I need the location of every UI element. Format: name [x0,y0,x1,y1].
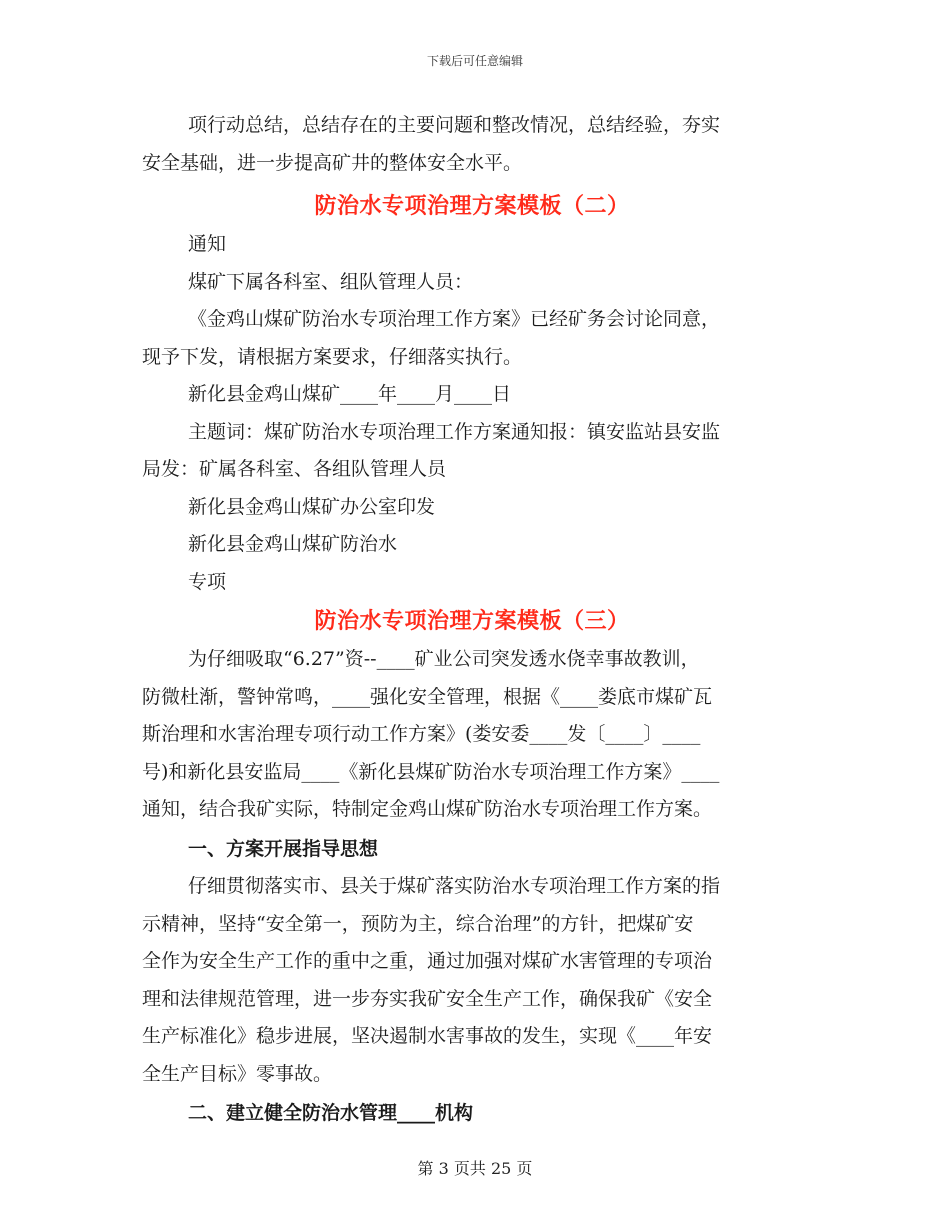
subject-line: 主题词：煤矿防治水专项治理工作方案通知报：镇安监站县安监 [188,420,721,443]
paragraph-line: 《金鸡山煤矿防治水专项治理工作方案》已经矿务会讨论同意， [188,308,721,330]
paragraph-line: 全作为安全生产工作的重中之重，通过加强对煤矿水害管理的专项治 [142,950,713,972]
section-title-2: 防治水专项治理方案模板（二） [314,193,630,219]
unit-line: 专项 [188,570,227,593]
section-title-3: 防治水专项治理方案模板（三） [314,608,630,634]
paragraph-line: 为仔细吸取“6.27”资--____矿业公司突发透水侥幸事故教训， [188,648,700,670]
paragraph-line: 现予下发，请根据方案要求，仔细落实执行。 [142,345,523,368]
paragraph-line: 通知，结合我矿实际，特制定金鸡山煤矿防治水专项治理工作方案。 [142,798,713,820]
paragraph-line: 斯治理和水害治理专项行动工作方案》(娄安委____发〔____〕____ [142,723,701,745]
paragraph-line: 示精神，坚持“安全第一，预防为主，综合治理”的方针，把煤矿安 [142,912,694,935]
notice-label: 通知 [188,233,227,255]
paragraph-line: 仔细贯彻落实市、县关于煤矿落实防治水专项治理工作方案的指 [188,875,721,897]
issued-line: 新化县金鸡山煤矿办公室印发 [188,495,436,518]
paragraph-line: 生产标准化》稳步进展，坚决遏制水害事故的发生，实现《____年安 [142,1025,713,1047]
paragraph-line: 理和法律规范管理，进一步夯实我矿安全生产工作，确保我矿《安全 [142,987,713,1010]
document-body [142,107,802,1133]
page-footer: 第 3 页共 25 页 [417,1159,533,1178]
paragraph-line: 安全基础，进一步提高矿井的整体安全水平。 [142,151,523,174]
unit-line: 新化县金鸡山煤矿防治水 [188,533,398,555]
paragraph-line: 号)和新化县安监局____《新化县煤矿防治水专项治理工作方案》____ [142,760,720,783]
paragraph-line: 全生产目标》零事故。 [142,1062,333,1085]
heading-one: 一、方案开展指导思想 [188,837,379,860]
paragraph-line: 项行动总结，总结存在的主要问题和整改情况，总结经验，夯实 [188,114,721,136]
subject-line: 局发：矿属各科室、各组队管理人员 [142,458,447,480]
heading-two: 二、建立健全防治水管理____机构 [188,1102,474,1124]
page-header: 下载后可任意编辑 [426,54,523,68]
addressee-line: 煤矿下属各科室、组队管理人员： [188,270,474,293]
paragraph-line: 防微杜渐，警钟常鸣，____强化安全管理，根据《____娄底市煤矿瓦 [142,685,713,708]
date-line: 新化县金鸡山煤矿____年____月____日 [188,383,512,405]
